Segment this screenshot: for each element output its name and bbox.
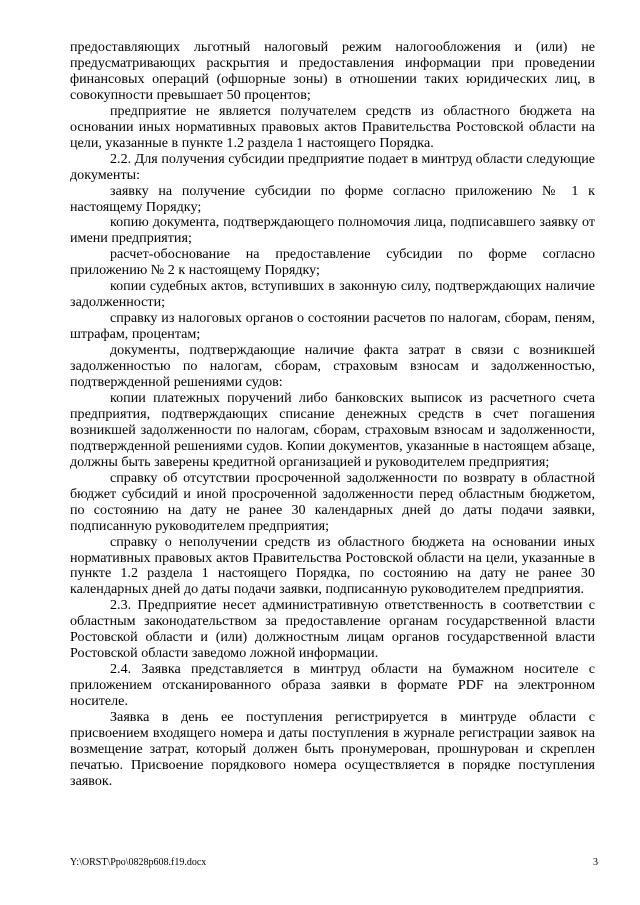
list-item-calculation: расчет-обоснование на предоставление субсидии по форме согласно приложению № 2 к настоящему Порядку; bbox=[70, 246, 595, 279]
page-number: 3 bbox=[593, 857, 598, 868]
page-footer bbox=[70, 856, 598, 870]
paragraph-section-2-2: 2.2. Для получения субсидии предприятие подает в минтруд области следующие документы: bbox=[70, 150, 596, 183]
list-item-application: заявку на получение субсидии по форме согласно приложению № 1 к настоящему Порядку; bbox=[70, 182, 595, 215]
paragraph-no-other-funding: предприятие не является получателем средств из областного бюджета на основании иных нормативных правовых актов Правительства Ростовской области на цели, указанные в пункте 1.2 раздела 1 настоящего Порядка. bbox=[70, 102, 595, 151]
list-item-court-acts: копии судебных актов, вступивших в законную силу, подтверждающих наличие задолженности; bbox=[70, 278, 595, 311]
footer-file-path: Y:\ORST\Ppo\0828p608.f19.docx bbox=[70, 857, 207, 868]
paragraph-registration: Заявка в день ее поступления регистрируется в минтруде области с присвоением входящего номера и даты поступления в журнале регистрации заявок на возмещение затрат, который должен быть пронумерован, прошнурован и скреплен печатью. Присвоение порядкового номера осуществляется в порядке поступления заявок. bbox=[70, 709, 595, 789]
paragraph-section-2-3: 2.3. Предприятие несет административную ответственность в соответствии с областным законодательством за предоставление органам государственной власти Ростовской области и (или) должностным лицам органов государственной власти Ростовской области заведомо ложной информации. bbox=[70, 597, 595, 662]
list-item-no-debt-certificate: справку об отсутствии просроченной задолженности по возврату в областной бюджет субсидий и иной просроченной задолженности перед областным бюджетом, по состоянию на дату не ранее 30 календарных дней до даты подачи заявки, подписанную руководителем предприятия; bbox=[70, 469, 595, 534]
paragraph-section-2-4: 2.4. Заявка представляется в минтруд области на бумажном носителе с приложением отсканированного образа заявки в формате PDF на электронном носителе. bbox=[70, 661, 595, 710]
list-item-payment-orders: копии платежных поручений либо банковских выписок из расчетного счета предприятия, подтверждающих списание денежных средств в счет погашения возникшей задолженности по налогам, сборам, страховым взносам и задолженности, подтвержденной решениями судов. Копии документов, указанные в настоящем абзаце, должны быть заверены кредитной организацией и руководителем предприятия; bbox=[70, 389, 595, 470]
document-body bbox=[70, 40, 595, 790]
list-item-cost-documents: документы, подтверждающие наличие факта затрат в связи с возникшей задолженностью по налогам, сборам, страховым взносам и задолженностью, подтвержденной решениями судов: bbox=[70, 342, 595, 391]
list-item-tax-certificate: справку из налоговых органов о состоянии расчетов по налогам, сборам, пеням, штрафам, процентам; bbox=[70, 310, 595, 343]
list-item-no-funding-certificate: справку о неполучении средств из областного бюджета на основании иных нормативных правовых актов Правительства Ростовской области на цели, указанные в пункте 1.2 раздела 1 настоящего Порядка, по состоянию на дату не ранее 30 календарных дней до даты подачи заявки, подписанную руководителем предприятия. bbox=[70, 533, 595, 598]
paragraph-offshore-continuation: предоставляющих льготный налоговый режим налогообложения и (или) не предусматривающих раскрытия и предоставления информации при проведении финансовых операций (офшорные зоны) в отношении таких юридических лиц, в совокупности превышает 50 процентов; bbox=[70, 39, 595, 103]
list-item-authority-copy: копию документа, подтверждающего полномочия лица, подписавшего заявку от имени предприятия; bbox=[70, 214, 595, 247]
